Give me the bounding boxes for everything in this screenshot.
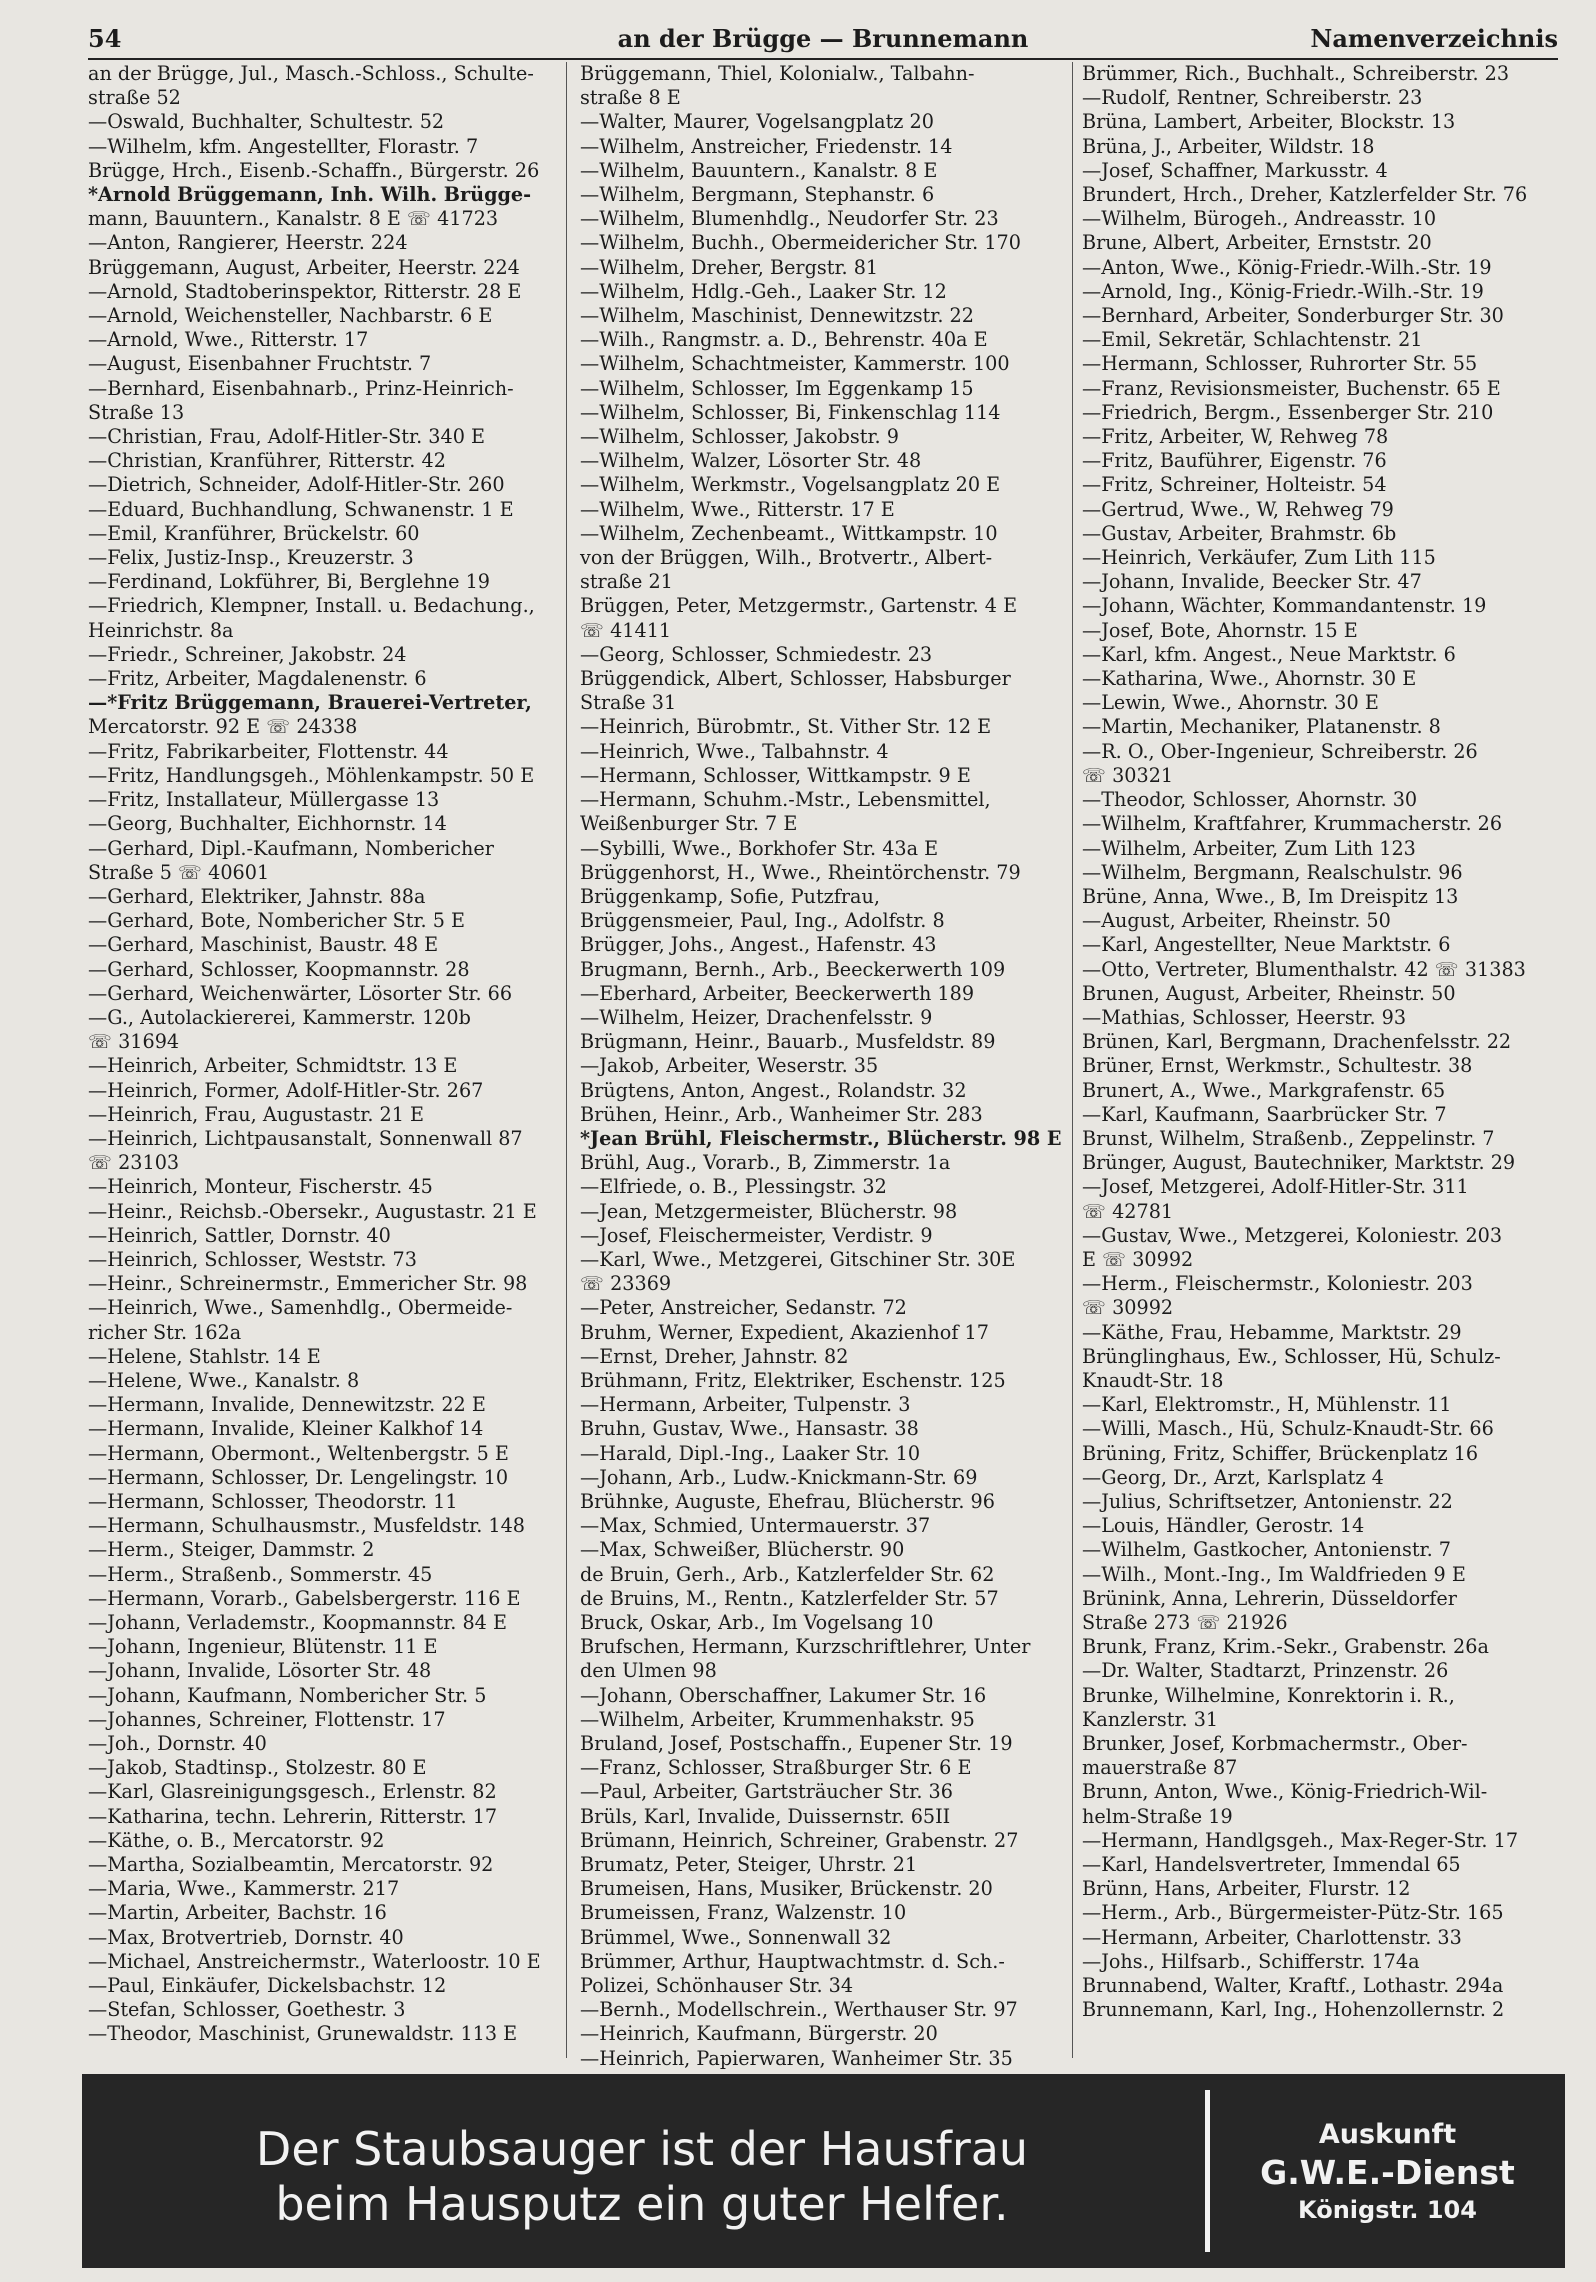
directory-entry-line: —Wilh., Rangmstr. a. D., Behrenstr. 40a E [580, 328, 988, 352]
directory-entry-line: —Hermann, Arbeiter, Charlottenstr. 33 [1082, 1925, 1462, 1949]
directory-entry-line: —Fritz, Handlungsgeh., Möhlenkampstr. 50 E [88, 763, 535, 787]
directory-entry-line: —G., Autolackiererei, Kammerstr. 120b [88, 1005, 471, 1029]
directory-entry-line: —Katharina, Wwe., Ahornstr. 30 E [1082, 667, 1417, 691]
directory-entry-line: —Arnold, Weichensteller, Nachbarstr. 6 E [88, 304, 493, 328]
directory-entry-line: —Georg, Buchhalter, Eichhornstr. 14 [88, 812, 447, 836]
directory-entry-line: —Arnold, Wwe., Ritterstr. 17 [88, 328, 369, 352]
directory-entry-line: —Hermann, Schulhausmstr., Musfeldstr. 148 [88, 1514, 526, 1538]
directory-entry-line: Brunert, A., Wwe., Markgrafenstr. 65 [1082, 1078, 1446, 1102]
directory-entry-line: *Arnold Brüggemann, Inh. Wilh. Brügge- [88, 183, 532, 207]
column-divider [566, 62, 567, 2058]
directory-entry-line: —Herm., Arb., Bürgermeister-Pütz-Str. 165 [1082, 1901, 1504, 1925]
directory-entry-line: de Bruin, Gerh., Arb., Katzlerfelder Str. 62 [580, 1562, 995, 1586]
directory-entry-line: —Max, Schmied, Untermauerstr. 37 [580, 1514, 931, 1538]
directory-entry-line: Brühnke, Auguste, Ehefrau, Blücherstr. 96 [580, 1489, 995, 1513]
directory-entry-line: Brüls, Karl, Invalide, Duissernstr. 65II [580, 1804, 951, 1828]
directory-entry-line: Brunker, Josef, Korbmachermstr., Ober- [1082, 1732, 1468, 1756]
directory-entry-line: Brufschen, Hermann, Kurzschriftlehrer, Unter [580, 1635, 1031, 1659]
directory-entry-line: Brüning, Fritz, Schiffer, Brückenplatz 16 [1082, 1441, 1479, 1465]
directory-entry-line: Brunke, Wilhelmine, Konrektorin i. R., [1082, 1683, 1455, 1707]
directory-entry-line: —Theodor, Schlosser, Ahornstr. 30 [1082, 788, 1418, 812]
directory-entry-line: —Wilhelm, Schlosser, Bi, Finkenschlag 114 [580, 400, 1001, 424]
directory-entry-line: —Friedrich, Bergm., Essenberger Str. 210 [1082, 400, 1494, 424]
directory-entry-line: Brumeissen, Franz, Walzenstr. 10 [580, 1901, 907, 1925]
directory-entry-line: mauerstraße 87 [1082, 1756, 1238, 1780]
directory-entry-line: —Heinrich, Former, Adolf-Hitler-Str. 267 [88, 1078, 484, 1102]
directory-entry-line: Bruland, Josef, Postschaffn., Eupener Str. 19 [580, 1732, 1013, 1756]
directory-entry-line: —Heinrich, Wwe., Samenhdlg., Obermeide- [88, 1296, 513, 1320]
header-rule [88, 58, 1558, 60]
directory-entry-line: Bruck, Oskar, Arb., Im Vogelsang 10 [580, 1611, 934, 1634]
directory-entry-line: —Karl, Angestellter, Neue Marktstr. 6 [1082, 933, 1451, 957]
directory-entry-line: —Helene, Wwe., Kanalstr. 8 [88, 1368, 360, 1392]
directory-entry-line: —Harald, Dipl.-Ing., Laaker Str. 10 [580, 1441, 921, 1465]
directory-entry-line: —Jean, Metzgermeister, Blücherstr. 98 [580, 1199, 958, 1223]
directory-entry-line: —Julius, Schriftsetzer, Antonienstr. 22 [1082, 1489, 1453, 1513]
directory-entry-line: Brünglinghaus, Ew., Schlosser, Hü, Schulz- [1082, 1344, 1501, 1368]
directory-entry-line: —Max, Brotvertrieb, Dornstr. 40 [88, 1925, 404, 1949]
directory-entry-line: Brunen, August, Arbeiter, Rheinstr. 50 [1082, 981, 1456, 1005]
directory-entry-line: —Maria, Wwe., Kammerstr. 217 [88, 1877, 400, 1901]
directory-entry-line: —Wilhelm, Zechenbeamt., Wittkampstr. 10 [580, 521, 998, 545]
directory-entry-line: —Johann, Arb., Ludw.-Knickmann-Str. 69 [580, 1465, 978, 1489]
directory-entry-line: —Johs., Hilfsarb., Schifferstr. 174a [1082, 1949, 1420, 1973]
directory-entry-line: Straße 31 [580, 691, 677, 715]
directory-entry-line: Straße 13 [88, 400, 185, 424]
directory-entry-line: —Hermann, Schlosser, Dr. Lengelingstr. 10 [88, 1465, 509, 1489]
directory-entry-line: —Johann, Ingenieur, Blütenstr. 11 E [88, 1635, 438, 1659]
directory-entry-line: ☏ 31694 [88, 1030, 180, 1054]
directory-entry-line: —Wilhelm, Schachtmeister, Kammerstr. 100 [580, 352, 1010, 376]
directory-entry-line: Straße 273 ☏ 21926 [1082, 1611, 1288, 1634]
directory-entry-line: —Heinrich, Frau, Augustastr. 21 E [88, 1102, 425, 1126]
directory-entry-line: —Katharina, techn. Lehrerin, Ritterstr. 17 [88, 1804, 498, 1828]
directory-entry-line: —Wilh., Mont.-Ing., Im Waldfrieden 9 E [1082, 1562, 1466, 1586]
directory-entry-line: —Martin, Mechaniker, Platanenstr. 8 [1082, 715, 1441, 739]
directory-entry-line: —Fritz, Arbeiter, Magdalenenstr. 6 [88, 667, 427, 691]
directory-entry-line: Brüne, Anna, Wwe., B, Im Dreispitz 13 [1082, 884, 1459, 908]
directory-entry-line: —Louis, Händler, Gerostr. 14 [1082, 1514, 1365, 1538]
directory-entry-line: Brüna, Lambert, Arbeiter, Blockstr. 13 [1082, 110, 1456, 134]
directory-entry-line: Brunk, Franz, Krim.-Sekr., Grabenstr. 26a [1082, 1635, 1489, 1659]
ad-info-company: G.W.E.-Dienst [1260, 2153, 1515, 2192]
directory-entry-line: —Heinr., Schreinermstr., Emmericher Str. 98 [88, 1272, 528, 1296]
directory-entry-line: ☏ 42781 [1082, 1199, 1174, 1223]
directory-entry-line: Brügmann, Heinr., Bauarb., Musfeldstr. 89 [580, 1030, 996, 1054]
directory-entry-line: —Otto, Vertreter, Blumenthalstr. 42 ☏ 31383 [1082, 957, 1526, 981]
directory-entry-line: —Johann, Oberschaffner, Lakumer Str. 16 [580, 1683, 987, 1707]
directory-entry-line: —Bernhard, Eisenbahnarb., Prinz-Heinrich- [88, 376, 514, 400]
directory-entry-line: —Friedrich, Klempner, Install. u. Bedachung., [88, 594, 535, 618]
directory-entry-line: Brünn, Hans, Arbeiter, Flurstr. 12 [1082, 1877, 1411, 1901]
directory-entry-line: —Josef, Fleischermeister, Verdistr. 9 [580, 1223, 933, 1247]
directory-entry-line: Brügger, Johs., Angest., Hafenstr. 43 [580, 933, 937, 957]
directory-entry-line: Brüggendick, Albert, Schlosser, Habsburger [580, 667, 1011, 691]
directory-entry-line: —Dr. Walter, Stadtarzt, Prinzenstr. 26 [1082, 1659, 1449, 1683]
directory-entry-line: —Heinrich, Wwe., Talbahnstr. 4 [580, 739, 889, 763]
advertisement-banner [82, 2074, 1565, 2268]
directory-column-3 [1082, 62, 1568, 2058]
directory-entry-line: —Hermann, Schuhm.-Mstr., Lebensmittel, [580, 788, 991, 812]
directory-entry-line: Brümmer, Rich., Buchhalt., Schreiberstr. 23 [1082, 62, 1510, 85]
directory-entry-line: —Karl, Wwe., Metzgerei, Gitschiner Str. 30E [580, 1247, 1016, 1271]
directory-entry-line: E ☏ 30992 [1082, 1247, 1194, 1271]
directory-entry-line: —Johannes, Schreiner, Flottenstr. 17 [88, 1707, 446, 1731]
directory-entry-line: —Karl, Elektromstr., H, Mühlenstr. 11 [1082, 1393, 1452, 1417]
directory-entry-line: Brüggensmeier, Paul, Ing., Adolfstr. 8 [580, 909, 945, 933]
directory-entry-line: ☏ 30321 [1082, 763, 1174, 787]
directory-entry-line: —Wilhelm, Arbeiter, Zum Lith 123 [1082, 836, 1416, 860]
directory-entry-line: richer Str. 162a [88, 1320, 242, 1344]
directory-entry-line: —Helene, Stahlstr. 14 E [88, 1344, 321, 1368]
directory-entry-line: —Wilhelm, kfm. Angestellter, Florastr. 7 [88, 134, 479, 158]
directory-entry-line: —Eberhard, Arbeiter, Beeckerwerth 189 [580, 981, 975, 1005]
directory-entry-line: —Wilhelm, Maschinist, Dennewitzstr. 22 [580, 304, 974, 328]
directory-entry-line: —Wilhelm, Hdlg.-Geh., Laaker Str. 12 [580, 279, 947, 303]
directory-entry-line: —Paul, Arbeiter, Gartsträucher Str. 36 [580, 1780, 953, 1804]
directory-entry-line: —Hermann, Schlosser, Ruhrorter Str. 55 [1082, 352, 1478, 376]
ad-info-box [1210, 2118, 1565, 2226]
directory-entry-line: —Dietrich, Schneider, Adolf-Hitler-Str. 260 [88, 473, 505, 497]
directory-entry-line: —Mathias, Schlosser, Heerstr. 93 [1082, 1005, 1407, 1029]
directory-entry-line: —Georg, Schlosser, Schmiedestr. 23 [580, 642, 933, 666]
directory-entry-line: —Oswald, Buchhalter, Schultestr. 52 [88, 110, 445, 134]
directory-entry-line: Brünen, Karl, Bergmann, Drachenfelsstr. 22 [1082, 1030, 1512, 1054]
directory-entry-line: Brünink, Anna, Lehrerin, Düsseldorfer [1082, 1586, 1457, 1610]
directory-entry-line: —Hermann, Arbeiter, Tulpenstr. 3 [580, 1393, 911, 1417]
directory-entry-line: —Wilhelm, Bauuntern., Kanalstr. 8 E [580, 158, 938, 182]
directory-entry-line: de Bruins, M., Rentn., Katzlerfelder Str. 57 [580, 1586, 999, 1610]
directory-entry-line: —Jakob, Arbeiter, Weserstr. 35 [580, 1054, 879, 1078]
directory-entry-line: Straße 5 ☏ 40601 [88, 860, 270, 884]
directory-entry-line: Bruhm, Werner, Expedient, Akazienhof 17 [580, 1320, 989, 1344]
directory-entry-line: —Walter, Maurer, Vogelsangplatz 20 [580, 110, 934, 134]
directory-entry-line: —Wilhelm, Anstreicher, Friedenstr. 14 [580, 134, 953, 158]
directory-entry-line: —Felix, Justiz-Insp., Kreuzerstr. 3 [88, 546, 414, 570]
directory-entry-line: —Bernh., Modellschrein., Werthauser Str. 97 [580, 1998, 1018, 2022]
directory-entry-line: Brüggenkamp, Sofie, Putzfrau, [580, 884, 880, 908]
directory-entry-line: Brümmer, Arthur, Hauptwachtmstr. d. Sch.- [580, 1949, 1005, 1973]
directory-entry-line: —Gerhard, Weichenwärter, Lösorter Str. 66 [88, 981, 513, 1005]
directory-entry-line: —Ferdinand, Lokführer, Bi, Berglehne 19 [88, 570, 490, 594]
directory-entry-line: —Wilhelm, Schlosser, Im Eggenkamp 15 [580, 376, 974, 400]
directory-entry-line: —Heinrich, Arbeiter, Schmidtstr. 13 E [88, 1054, 458, 1078]
directory-entry-line: —Heinrich, Sattler, Dornstr. 40 [88, 1223, 391, 1247]
directory-entry-line: —Lewin, Wwe., Ahornstr. 30 E [1082, 691, 1379, 715]
directory-entry-line: —Friedr., Schreiner, Jakobstr. 24 [88, 642, 407, 666]
directory-entry-line: —Wilhelm, Arbeiter, Krummenhakstr. 95 [580, 1707, 975, 1731]
directory-entry-line: Brunn, Anton, Wwe., König-Friedrich-Wil- [1082, 1780, 1488, 1804]
directory-entry-line: —Johann, Invalide, Lösorter Str. 48 [88, 1659, 432, 1683]
directory-entry-line: —Fritz, Arbeiter, W, Rehweg 78 [1082, 425, 1389, 449]
page-header [88, 14, 1558, 56]
directory-column-2 [580, 62, 1067, 2070]
directory-entry-line: —Herm., Straßenb., Sommerstr. 45 [88, 1562, 433, 1586]
directory-entry-line: Knaudt-Str. 18 [1082, 1368, 1224, 1392]
ad-slogan [82, 2122, 1202, 2232]
directory-entry-line: Bruhn, Gustav, Wwe., Hansastr. 38 [580, 1417, 919, 1441]
directory-entry-line: —Fritz, Fabrikarbeiter, Flottenstr. 44 [88, 739, 449, 763]
directory-entry-line: —Heinrich, Lichtpausanstalt, Sonnenwall 87 [88, 1126, 523, 1150]
directory-entry-line: —Franz, Revisionsmeister, Buchenstr. 65 E [1082, 376, 1501, 400]
ad-slogan-line: beim Hausputz ein guter Helfer. [275, 2177, 1009, 2231]
directory-entry-line: mann, Bauuntern., Kanalstr. 8 E ☏ 41723 [88, 207, 499, 231]
directory-entry-line: —Stefan, Schlosser, Goethestr. 3 [88, 1998, 406, 2022]
directory-entry-line: ☏ 23103 [88, 1151, 180, 1175]
directory-entry-line: —Christian, Frau, Adolf-Hitler-Str. 340 E [88, 425, 486, 449]
running-head: an der Brügge — Brunnemann [617, 24, 1029, 53]
directory-entry-line: —Gustav, Wwe., Metzgerei, Koloniestr. 203 [1082, 1223, 1503, 1247]
directory-entry-line: straße 8 E [580, 86, 681, 110]
section-title: Namenverzeichnis [1310, 24, 1558, 53]
directory-entry-line: —Heinrich, Bürobmtr., St. Vither Str. 12 E [580, 715, 992, 739]
directory-entry-line: Brünger, August, Bautechniker, Marktstr. 29 [1082, 1151, 1516, 1175]
ad-slogan-line: Der Staubsauger ist der Hausfrau [255, 2122, 1029, 2176]
directory-entry-line: —Wilhelm, Walzer, Lösorter Str. 48 [580, 449, 922, 473]
directory-entry-line: —Wilhelm, Wwe., Ritterstr. 17 E [580, 497, 895, 521]
directory-entry-line: —Fritz, Schreiner, Holteistr. 54 [1082, 473, 1387, 497]
directory-entry-line: —Anton, Rangierer, Heerstr. 224 [88, 231, 408, 255]
directory-entry-line: —Johann, Verlademstr., Koopmannstr. 84 E [88, 1611, 507, 1634]
directory-entry-line: —Käthe, Frau, Hebamme, Marktstr. 29 [1082, 1320, 1462, 1344]
directory-entry-line: —Gerhard, Maschinist, Baustr. 48 E [88, 933, 439, 957]
directory-entry-line: ☏ 23369 [580, 1272, 672, 1296]
directory-entry-line: Heinrichstr. 8a [88, 618, 234, 642]
directory-entry-line: den Ulmen 98 [580, 1659, 717, 1683]
directory-entry-line: —Bernhard, Arbeiter, Sonderburger Str. 30 [1082, 304, 1504, 328]
directory-entry-line: —Wilhelm, Kraftfahrer, Krummacherstr. 26 [1082, 812, 1503, 836]
ad-info-heading: Auskunft [1318, 2119, 1457, 2150]
directory-entry-line: —Gerhard, Dipl.-Kaufmann, Nombericher [88, 836, 494, 860]
directory-entry-line: —Fritz, Bauführer, Eigenstr. 76 [1082, 449, 1387, 473]
directory-entry-line: —Sybilli, Wwe., Borkhofer Str. 43a E [580, 836, 939, 860]
directory-entry-line: ☏ 41411 [580, 618, 672, 642]
directory-entry-line: —Josef, Bote, Ahornstr. 15 E [1082, 618, 1358, 642]
directory-entry-line: —Ernst, Dreher, Jahnstr. 82 [580, 1344, 849, 1368]
directory-entry-line: Brühl, Aug., Vorarb., B, Zimmerstr. 1a [580, 1151, 951, 1175]
directory-entry-line: —Michael, Anstreichermstr., Waterloostr. 10 E [88, 1949, 541, 1973]
directory-entry-line: —Karl, Handelsvertreter, Immendal 65 [1082, 1853, 1461, 1877]
directory-entry-line: —Gerhard, Schlosser, Koopmannstr. 28 [88, 957, 470, 981]
directory-entry-line: —Herm., Fleischermstr., Koloniestr. 203 [1082, 1272, 1473, 1296]
directory-entry-line: —Hermann, Schlosser, Theodorstr. 11 [88, 1489, 458, 1513]
directory-entry-line: —Willi, Masch., Hü, Schulz-Knaudt-Str. 66 [1082, 1417, 1494, 1441]
directory-entry-line: Brüna, J., Arbeiter, Wildstr. 18 [1082, 134, 1375, 158]
directory-entry-line: —Wilhelm, Dreher, Bergstr. 81 [580, 255, 879, 279]
directory-entry-line: Brune, Albert, Arbeiter, Ernststr. 20 [1082, 231, 1432, 255]
directory-entry-line: —Wilhelm, Bergmann, Stephanstr. 6 [580, 183, 935, 207]
directory-entry-line: Brühmann, Fritz, Elektriker, Eschenstr. 125 [580, 1368, 1006, 1392]
directory-entry-line: Kanzlerstr. 31 [1082, 1707, 1219, 1731]
directory-entry-line: —Hermann, Handlgsgeh., Max-Reger-Str. 17 [1082, 1828, 1519, 1852]
directory-entry-line: —Max, Schweißer, Blücherstr. 90 [580, 1538, 905, 1562]
directory-entry-line: von der Brüggen, Wilh., Brotvertr., Albert- [580, 546, 993, 570]
directory-entry-line: Brunnabend, Walter, Kraftf., Lothastr. 294a [1082, 1974, 1504, 1998]
directory-entry-line: Brüggen, Peter, Metzgermstr., Gartenstr. 4 E [580, 594, 1018, 618]
ad-info-address: Königstr. 104 [1298, 2196, 1477, 2224]
directory-entry-line: —Karl, Glasreinigungsgesch., Erlenstr. 82 [88, 1780, 497, 1804]
directory-entry-line: —Johann, Wächter, Kommandantenstr. 19 [1082, 594, 1487, 618]
directory-entry-line: helm-Straße 19 [1082, 1804, 1233, 1828]
directory-entry-line: Brüggemann, Thiel, Kolonialw., Talbahn- [580, 62, 975, 85]
directory-entry-line: —Wilhelm, Bürogeh., Andreasstr. 10 [1082, 207, 1437, 231]
directory-entry-line: *Jean Brühl, Fleischermstr., Blücherstr. 98 E [580, 1126, 1062, 1150]
directory-entry-line: —Elfriede, o. B., Plessingstr. 32 [580, 1175, 887, 1199]
directory-entry-line: —Anton, Wwe., König-Friedr.-Wilh.-Str. 19 [1082, 255, 1492, 279]
directory-entry-line: Brümmel, Wwe., Sonnenwall 32 [580, 1925, 892, 1949]
directory-entry-line: —Heinrich, Kaufmann, Bürgerstr. 20 [580, 2022, 938, 2046]
directory-entry-line: —Hermann, Invalide, Kleiner Kalkhof 14 [88, 1417, 484, 1441]
directory-entry-line: Brugmann, Bernh., Arb., Beeckerwerth 109 [580, 957, 1006, 981]
directory-entry-line: straße 52 [88, 86, 181, 110]
directory-entry-line: Brunst, Wilhelm, Straßenb., Zeppelinstr. 7 [1082, 1126, 1495, 1150]
directory-entry-line: —Rudolf, Rentner, Schreiberstr. 23 [1082, 86, 1423, 110]
directory-entry-line: ☏ 30992 [1082, 1296, 1174, 1320]
directory-entry-line: Brüggenhorst, H., Wwe., Rheintörchenstr. 79 [580, 860, 1021, 884]
directory-entry-line: —Peter, Anstreicher, Sedanstr. 72 [580, 1296, 907, 1320]
directory-entry-line: —Johann, Invalide, Beecker Str. 47 [1082, 570, 1422, 594]
directory-column-1 [88, 62, 556, 2058]
directory-entry-line: Mercatorstr. 92 E ☏ 24338 [88, 715, 358, 739]
directory-entry-line: —Heinrich, Verkäufer, Zum Lith 115 [1082, 546, 1436, 570]
directory-entry-line: an der Brügge, Jul., Masch.-Schloss., Schulte- [88, 62, 534, 85]
directory-entry-line: —Karl, kfm. Angest., Neue Marktstr. 6 [1082, 642, 1456, 666]
directory-entry-line: —Joh., Dornstr. 40 [88, 1732, 267, 1756]
directory-entry-line: Brunnemann, Karl, Ing., Hohenzollernstr. 2 [1082, 1998, 1505, 2022]
directory-entry-line: —R. O., Ober-Ingenieur, Schreiberstr. 26 [1082, 739, 1478, 763]
directory-entry-line: —Johann, Kaufmann, Nombericher Str. 5 [88, 1683, 487, 1707]
directory-entry-line: —*Fritz Brüggemann, Brauerei-Vertreter, [88, 691, 532, 715]
directory-entry-line: —Josef, Schaffner, Markusstr. 4 [1082, 158, 1388, 182]
directory-entry-line: —Franz, Schlosser, Straßburger Str. 6 E [580, 1756, 972, 1780]
directory-entry-line: —Gerhard, Elektriker, Jahnstr. 88a [88, 884, 426, 908]
directory-entry-line: —Gertrud, Wwe., W, Rehweg 79 [1082, 497, 1394, 521]
directory-entry-line: —Herm., Steiger, Dammstr. 2 [88, 1538, 375, 1562]
directory-entry-line: —Wilhelm, Buchh., Obermeidericher Str. 170 [580, 231, 1021, 255]
directory-entry-line: —Karl, Kaufmann, Saarbrücker Str. 7 [1082, 1102, 1447, 1126]
directory-entry-line: —August, Arbeiter, Rheinstr. 50 [1082, 909, 1391, 933]
directory-entry-line: —Eduard, Buchhandlung, Schwanenstr. 1 E [88, 497, 514, 521]
column-divider [1072, 62, 1073, 2058]
directory-entry-line: —Jakob, Stadtinsp., Stolzestr. 80 E [88, 1756, 427, 1780]
directory-entry-line: —Christian, Kranführer, Ritterstr. 42 [88, 449, 446, 473]
directory-entry-line: —Emil, Sekretär, Schlachtenstr. 21 [1082, 328, 1423, 352]
directory-entry-line: —Wilhelm, Schlosser, Jakobstr. 9 [580, 425, 899, 449]
directory-entry-line: Brümann, Heinrich, Schreiner, Grabenstr. 27 [580, 1828, 1019, 1852]
directory-entry-line: —Josef, Metzgerei, Adolf-Hitler-Str. 311 [1082, 1175, 1469, 1199]
directory-entry-line: —Hermann, Invalide, Dennewitzstr. 22 E [88, 1393, 486, 1417]
directory-entry-line: Brüggemann, August, Arbeiter, Heerstr. 224 [88, 255, 520, 279]
directory-entry-line: —Wilhelm, Gastkocher, Antonienstr. 7 [1082, 1538, 1452, 1562]
directory-entry-line: —Arnold, Ing., König-Friedr.-Wilh.-Str. 19 [1082, 279, 1484, 303]
directory-entry-line: —Käthe, o. B., Mercatorstr. 92 [88, 1828, 385, 1852]
directory-entry-line: Brumatz, Peter, Steiger, Uhrstr. 21 [580, 1853, 918, 1877]
directory-entry-line: Brundert, Hrch., Dreher, Katzlerfelder Str. 76 [1082, 183, 1528, 207]
directory-entry-line: —Paul, Einkäufer, Dickelsbachstr. 12 [88, 1974, 447, 1998]
directory-entry-line: —Gerhard, Bote, Nombericher Str. 5 E [88, 909, 466, 933]
directory-entry-line: —Fritz, Installateur, Müllergasse 13 [88, 788, 440, 812]
directory-entry-line: —Wilhelm, Bergmann, Realschulstr. 96 [1082, 860, 1463, 884]
directory-entry-line: —Wilhelm, Heizer, Drachenfelsstr. 9 [580, 1005, 933, 1029]
directory-entry-line: —Emil, Kranführer, Brückelstr. 60 [88, 521, 420, 545]
directory-entry-line: straße 21 [580, 570, 673, 594]
directory-entry-line: Brügge, Hrch., Eisenb.-Schaffn., Bürgerstr. 26 [88, 158, 540, 182]
directory-entry-line: —Heinr., Reichsb.-Obersekr., Augustastr. 21 E [88, 1199, 537, 1223]
directory-entry-line: Brügtens, Anton, Angest., Rolandstr. 32 [580, 1078, 967, 1102]
directory-entry-line: —Heinrich, Monteur, Fischerstr. 45 [88, 1175, 433, 1199]
directory-entry-line: —Hermann, Schlosser, Wittkampstr. 9 E [580, 763, 971, 787]
directory-entry-line: —Martha, Sozialbeamtin, Mercatorstr. 92 [88, 1853, 494, 1877]
directory-entry-line: Weißenburger Str. 7 E [580, 812, 798, 836]
directory-entry-line: —Hermann, Obermont., Weltenbergstr. 5 E [88, 1441, 509, 1465]
directory-entry-line: —Martin, Arbeiter, Bachstr. 16 [88, 1901, 387, 1925]
directory-entry-line: —Wilhelm, Werkmstr., Vogelsangplatz 20 E [580, 473, 1001, 497]
directory-entry-line: Polizei, Schönhauser Str. 34 [580, 1974, 854, 1998]
page-number: 54 [88, 24, 122, 53]
directory-entry-line: —Wilhelm, Blumenhdlg., Neudorfer Str. 23 [580, 207, 999, 231]
directory-entry-line: —Hermann, Vorarb., Gabelsbergerstr. 116 E [88, 1586, 521, 1610]
directory-entry-line: —Heinrich, Papierwaren, Wanheimer Str. 35 [580, 2046, 1013, 2070]
directory-entry-line: —Heinrich, Schlosser, Weststr. 73 [88, 1247, 417, 1271]
directory-entry-line: —Theodor, Maschinist, Grunewaldstr. 113 E [88, 2022, 518, 2046]
directory-entry-line: —August, Eisenbahner Fruchtstr. 7 [88, 352, 432, 376]
directory-entry-line: —Gustav, Arbeiter, Brahmstr. 6b [1082, 521, 1397, 545]
directory-entry-line: —Georg, Dr., Arzt, Karlsplatz 4 [1082, 1465, 1384, 1489]
directory-entry-line: Brumeisen, Hans, Musiker, Brückenstr. 20 [580, 1877, 993, 1901]
directory-entry-line: —Arnold, Stadtoberinspektor, Ritterstr. 28 E [88, 279, 522, 303]
directory-entry-line: Brüner, Ernst, Werkmstr., Schultestr. 38 [1082, 1054, 1473, 1078]
directory-entry-line: Brühen, Heinr., Arb., Wanheimer Str. 283 [580, 1102, 983, 1126]
